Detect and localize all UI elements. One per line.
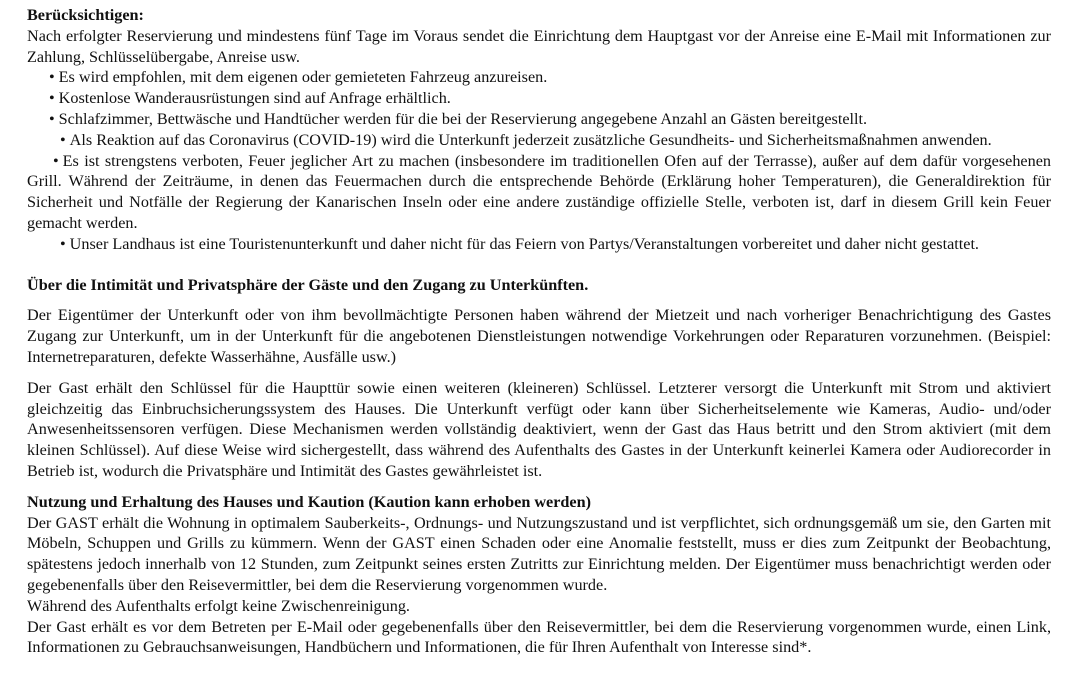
usage-paragraph-cleaning: Während des Aufenthalts erfolgt keine Zwischenreinigung.: [27, 596, 410, 615]
bullet-icon: •: [49, 109, 55, 128]
list-item: [27, 88, 1051, 109]
bullet-icon: •: [49, 68, 55, 87]
list-item: [27, 151, 1051, 234]
bullet-icon: •: [49, 89, 55, 108]
list-item-text: Kostenlose Wanderausrüstungen sind auf Anfrage erhältlich.: [58, 89, 451, 108]
list-item-text: Unser Landhaus ist eine Touristenunterkunft und daher nicht für das Feiern von Partys/Veranstaltungen vorbereitet und daher nicht gestattet.: [69, 234, 979, 253]
consider-intro-paragraph: Nach erfolgter Reservierung und mindestens fünf Tage im Voraus sendet die Einrichtung dem Hauptgast vor der Anreise eine E-Mail mit Informationen zur Zahlung, Schlüsselübergabe, Anreise usw.: [27, 26, 1051, 66]
document-page: [27, 5, 1051, 658]
list-item-text: Als Reaktion auf das Coronavirus (COVID-19) wird die Unterkunft jederzeit zusätzliche Gesundheits- und Sicherheitsmaßnahmen anwenden.: [69, 130, 992, 149]
usage-paragraph-information: Der Gast erhält es vor dem Betreten per E-Mail oder gegebenenfalls über den Reisevermittler, bei dem die Reservierung vorgenommen wurde, einen Link, Informationen zu Gebrauchsanweisungen, Handbüchern und Informationen, die für Ihren Aufenthalt von Interesse sind*.: [27, 617, 1051, 657]
list-item-text: Es wird empfohlen, mit dem eigenen oder gemieteten Fahrzeug anzureisen.: [58, 68, 548, 87]
bullet-icon: •: [60, 234, 66, 253]
section-heading-privacy: Über die Intimität und Privatsphäre der Gäste und den Zugang zu Unterkünften.: [27, 275, 589, 294]
usage-paragraph-condition: Der GAST erhält die Wohnung in optimalem Sauberkeits-, Ordnungs- und Nutzungszustand und ist verpflichtet, sich ordnungsgemäß um sie, den Garten mit Möbeln, Schuppen und Grills zu kümmern. Wenn der GAST einen Schaden oder eine Anomalie feststellt, muss er dies zum Zeitpunkt der Beobachtung, spätestens jedoch innerhalb von 12 Stunden, zum Zeitpunkt seines ersten Zutritts zur Einrichtung melden. Der Eigentümer muss benachrichtigt werden oder gegebenenfalls über den Reisevermittler, bei dem die Reservierung vorgenommen wurde.: [27, 513, 1051, 594]
list-item: [27, 67, 1051, 88]
bullet-icon: •: [60, 130, 66, 149]
paragraph-spacer: [27, 482, 1051, 492]
list-item: [27, 234, 1051, 255]
privacy-paragraph-keys: Der Gast erhält den Schlüssel für die Haupttür sowie einen weiteren (kleineren) Schlüssel. Letzterer versorgt die Unterkunft mit Strom und aktiviert gleichzeitig das Einbruchsicherungssystem des Hauses. Die Unterkunft verfügt oder kann über Sicherheitselemente wie Kameras, Audio- und/oder Anwesenheitssensoren verfügen. Diese Mechanismen werden vollständig deaktiviert, wenn der Gast das Haus betritt und den Strom aktiviert (mit dem kleinen Schlüssel). Auf diese Weise wird sichergestellt, dass während des Aufenthalts des Gastes in der Unterkunft keinerlei Kamera oder Audiorecorder in Betrieb ist, wodurch die Privatsphäre und Intimität des Gastes gewährleistet ist.: [27, 378, 1051, 480]
list-item-text: Schlafzimmer, Bettwäsche und Handtücher werden für die bei der Reservierung angegebene Anzahl an Gästen bereitgestellt.: [58, 109, 868, 128]
list-item-text: Es ist strengstens verboten, Feuer jeglicher Art zu machen (insbesondere im traditionellen Ofen auf der Terrasse), außer auf dem dafür vorgesehenen Grill. Während der Zeiträume, in denen das Feuermachen durch die entsprechende Behörde (Erklärung hoher Temperaturen), die Generaldirektion für Sicherheit und Notfälle der Regierung der Kanarischen Inseln oder eine andere zuständige offizielle Stelle, verboten ist, darf in diesem Grill kein Feuer gemacht werden.: [27, 151, 1051, 232]
section-heading-usage: Nutzung und Erhaltung des Hauses und Kaution (Kaution kann erhoben werden): [27, 492, 592, 511]
section-spacer: [27, 255, 1051, 275]
list-item: [27, 109, 1051, 130]
bullet-icon: •: [53, 151, 59, 170]
privacy-paragraph-access: Der Eigentümer der Unterkunft oder von ihm bevollmächtigte Personen haben während der Mietzeit und nach vorheriger Benachrichtigung des Gastes Zugang zur Unterkunft, um in der Unterkunft für die angebotenen Dienstleistungen notwendige Vorkehrungen oder Reparaturen vorzunehmen. (Beispiel: Internetreparaturen, defekte Wasserhähne, Ausfälle usw.): [27, 306, 1051, 366]
paragraph-spacer: [27, 295, 1051, 305]
section-heading-consider: Berücksichtigen:: [27, 6, 144, 24]
paragraph-spacer: [27, 368, 1051, 378]
list-item: [27, 130, 1051, 151]
